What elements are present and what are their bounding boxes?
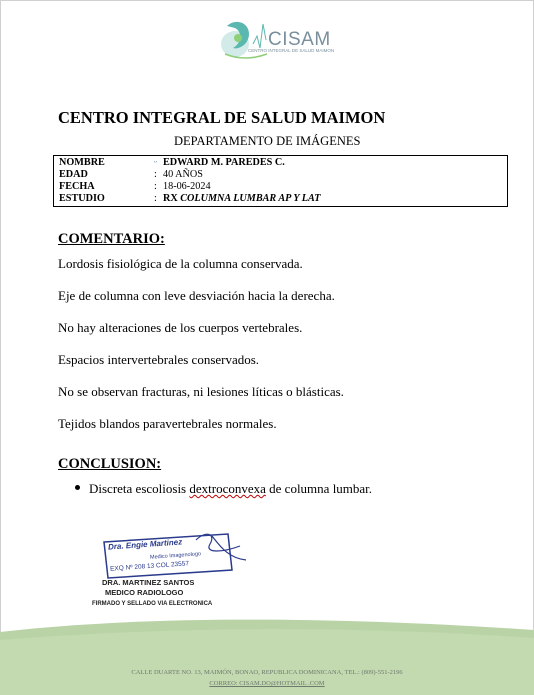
footer-address: CALLE DUARTE NO. 13, MAIMÓN, BONAO, REPUBLICA DOMINICANA, TEL.: (809)-551-2196 xyxy=(131,669,403,676)
patient-info-box: NOMBRE ᵕ EDWARD M. PAREDES C. EDAD : 40 AÑOS FECHA : 18-06-2024 ESTUDIO : RX COLUMNA LUMBAR AP Y LAT xyxy=(53,155,508,207)
stamp-name: Dra. Engie Martinez xyxy=(107,537,183,552)
exam-date: 18-06-2024 xyxy=(163,181,211,192)
department-title: DEPARTAMENTO DE IMÁGENES xyxy=(174,134,361,148)
comment-line: Espacios intervertebrales conservados. xyxy=(58,352,260,367)
comentario-title: COMENTARIO: xyxy=(58,231,165,247)
bullet-icon xyxy=(75,485,80,490)
conclusion-item: Discreta escoliosis dextroconvexa de columna lumbar. xyxy=(89,481,373,496)
patient-name: EDWARD M. PAREDES C. xyxy=(163,157,285,168)
footer-email[interactable]: CORREO: CISAM.DO@HOTMAIL .COM xyxy=(209,680,325,687)
comment-line: Lordosis fisiológica de la columna conservada. xyxy=(58,256,303,271)
logo-name: CISAM xyxy=(268,29,331,50)
study-name: RX COLUMNA LUMBAR AP Y LAT xyxy=(163,193,321,204)
conclusion-title: CONCLUSION: xyxy=(58,456,162,472)
comment-line: Tejidos blandos paravertebrales normales. xyxy=(58,416,277,431)
signer-title: MEDICO RADIOLOGO xyxy=(105,588,184,597)
comment-line: Eje de columna con leve desviación hacia la derecha. xyxy=(58,288,335,303)
comment-line: No se observan fracturas, ni lesiones líticas o blásticas. xyxy=(58,384,344,399)
center-title: CENTRO INTEGRAL DE SALUD MAIMON xyxy=(58,108,386,127)
logo-subtitle: CENTRO INTEGRAL DE SALUD MAIMON xyxy=(248,48,335,53)
stamp-exq: EXQ Nº 208 13 COL 23557 xyxy=(109,560,190,573)
stamp-role: Medico Imagenologo xyxy=(149,551,202,561)
comment-line: No hay alteraciones de los cuerpos vertebrales. xyxy=(58,320,303,335)
signer-name: DRA. MARTINEZ SANTOS xyxy=(102,578,195,587)
patient-age: 40 AÑOS xyxy=(163,169,203,180)
signature-note: FIRMADO Y SELLADO VIA ELECTRONICA xyxy=(92,601,213,607)
